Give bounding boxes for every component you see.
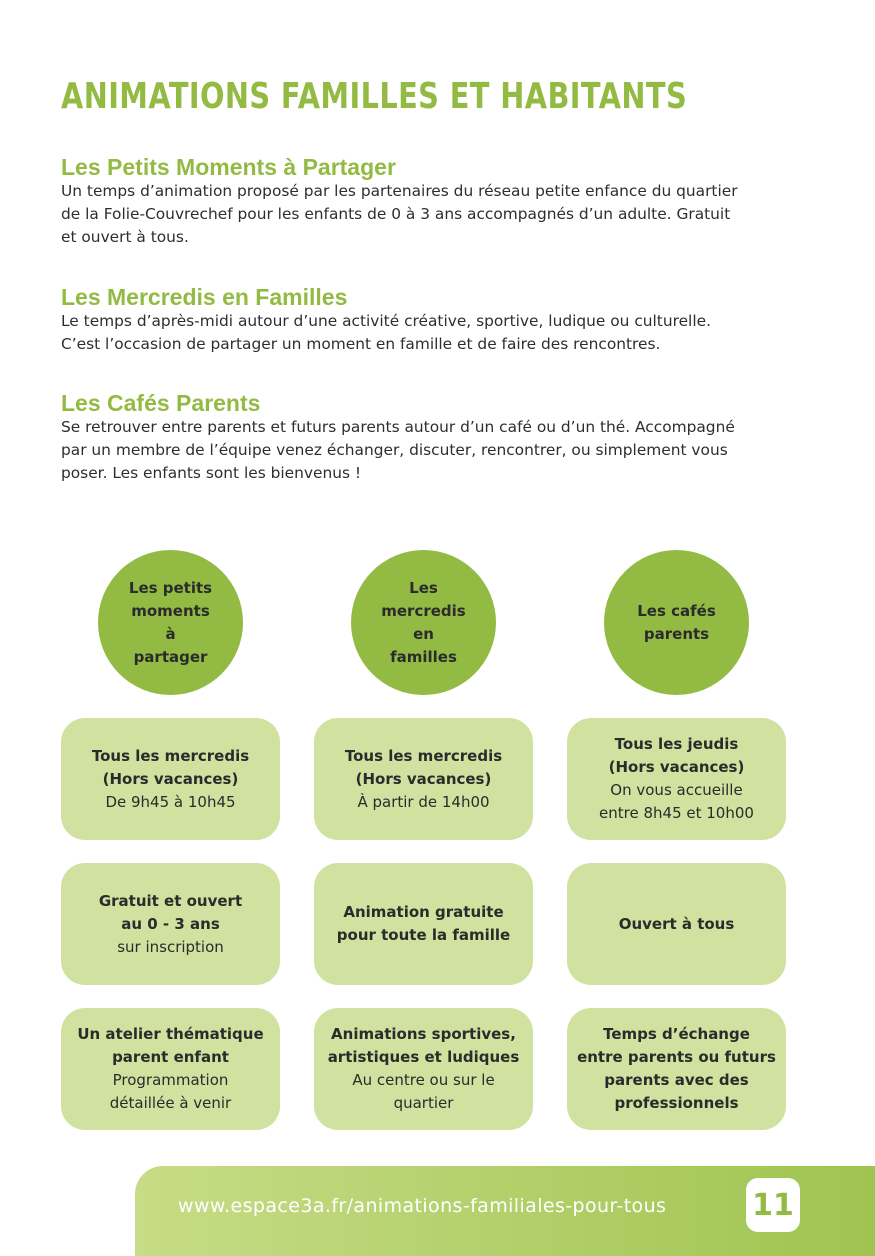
box-line: De 9h45 à 10h45 [105, 792, 236, 811]
box-line-bold: (Hors vacances) [102, 769, 239, 788]
circle-cafes-parents [604, 550, 749, 695]
box-line-bold: pour toute la famille [336, 926, 511, 944]
text-line: poser. Les enfants sont les bienvenus ! [61, 464, 362, 482]
circle-petits-moments [98, 550, 243, 695]
schedule-box-cafes-parents [567, 718, 786, 840]
box-line-bold: Temps d’échange [603, 1025, 750, 1043]
box-line-bold: Gratuit et ouvert [98, 891, 243, 910]
activity-box-mercredis [314, 1008, 533, 1130]
box-line-bold: Tous les mercredis [91, 746, 250, 765]
section-text [61, 180, 801, 249]
section-heading: Les Mercredis en Familles [61, 284, 348, 310]
footer-url-link[interactable]: www.espace3a.fr/animations-familiales-pour-tous [178, 1195, 667, 1217]
box-line: Programmation [112, 1071, 229, 1089]
text-line: de la Folie-Couvrechef pour les enfants de 0 à 3 ans accompagnés d’un adulte. Gratuit [61, 205, 731, 223]
circle-line: parents [643, 624, 710, 643]
box-line-bold: Tous les mercredis [344, 746, 503, 765]
circle-label [609, 600, 744, 646]
circle-line: Les cafés [637, 601, 716, 620]
section-cafes-parents [61, 390, 801, 485]
section-text [61, 310, 801, 356]
page-title: ANIMATIONS FAMILLES ET HABITANTS [61, 76, 688, 117]
box-line-bold: Animations sportives, [331, 1025, 516, 1043]
circle-label [351, 577, 496, 669]
page-number: 11 [746, 1178, 800, 1232]
circle-line: en familles [390, 624, 457, 666]
box-line: sur inscription [117, 937, 224, 956]
text-line: Le temps d’après-midi autour d’une activité créative, sportive, ludique ou culturelle. [61, 312, 711, 330]
box-line: Au centre ou sur le [352, 1071, 495, 1089]
box-line-bold: parents avec des [604, 1071, 749, 1089]
box-line-bold: parent enfant [112, 1048, 229, 1066]
audience-box-cafes-parents [567, 863, 786, 985]
section-heading: Les Petits Moments à Partager [61, 154, 396, 180]
box-line-bold: entre parents ou futurs [577, 1048, 776, 1066]
section-mercredis [61, 284, 801, 356]
circle-line: Les petits [128, 578, 213, 597]
box-line-bold: (Hors vacances) [355, 769, 492, 788]
activity-box-cafes-parents [567, 1008, 786, 1130]
section-text [61, 416, 801, 485]
box-line-bold: Tous les jeudis [614, 735, 739, 753]
box-line-bold: professionnels [614, 1094, 739, 1112]
box-line: On vous accueille [610, 781, 743, 799]
box-line: quartier [393, 1094, 454, 1112]
circle-label [98, 577, 243, 669]
text-line: Un temps d’animation proposé par les partenaires du réseau petite enfance du quartier [61, 182, 738, 200]
circle-line: moments à [131, 601, 210, 643]
section-petits-moments [61, 154, 801, 249]
box-line: détaillée à venir [109, 1094, 232, 1112]
box-line-bold: Un atelier thématique [77, 1025, 264, 1043]
circle-line: Les mercredis [381, 578, 466, 620]
box-line-bold: artistiques et ludiques [327, 1048, 520, 1066]
circle-mercredis [351, 550, 496, 695]
text-line: et ouvert à tous. [61, 228, 189, 246]
text-line: Se retrouver entre parents et futurs parents autour d’un café ou d’un thé. Accompagné [61, 418, 735, 436]
box-line-bold: (Hors vacances) [608, 758, 745, 776]
box-line-bold: Ouvert à tous [618, 914, 735, 933]
box-line: entre 8h45 et 10h00 [599, 804, 754, 822]
box-line-bold: Animation gratuite [343, 903, 504, 921]
audience-box-mercredis [314, 863, 533, 985]
box-line-bold: au 0 - 3 ans [121, 914, 220, 933]
section-heading: Les Cafés Parents [61, 390, 261, 416]
activity-box-petits-moments [61, 1008, 280, 1130]
text-line: C’est l’occasion de partager un moment en famille et de faire des rencontres. [61, 335, 661, 353]
audience-box-petits-moments [61, 863, 280, 985]
schedule-box-mercredis [314, 718, 533, 840]
text-line: par un membre de l’équipe venez échanger, discuter, rencontrer, ou simplement vous [61, 441, 728, 459]
box-line: À partir de 14h00 [357, 792, 490, 811]
schedule-box-petits-moments [61, 718, 280, 840]
circle-line: partager [133, 647, 208, 666]
